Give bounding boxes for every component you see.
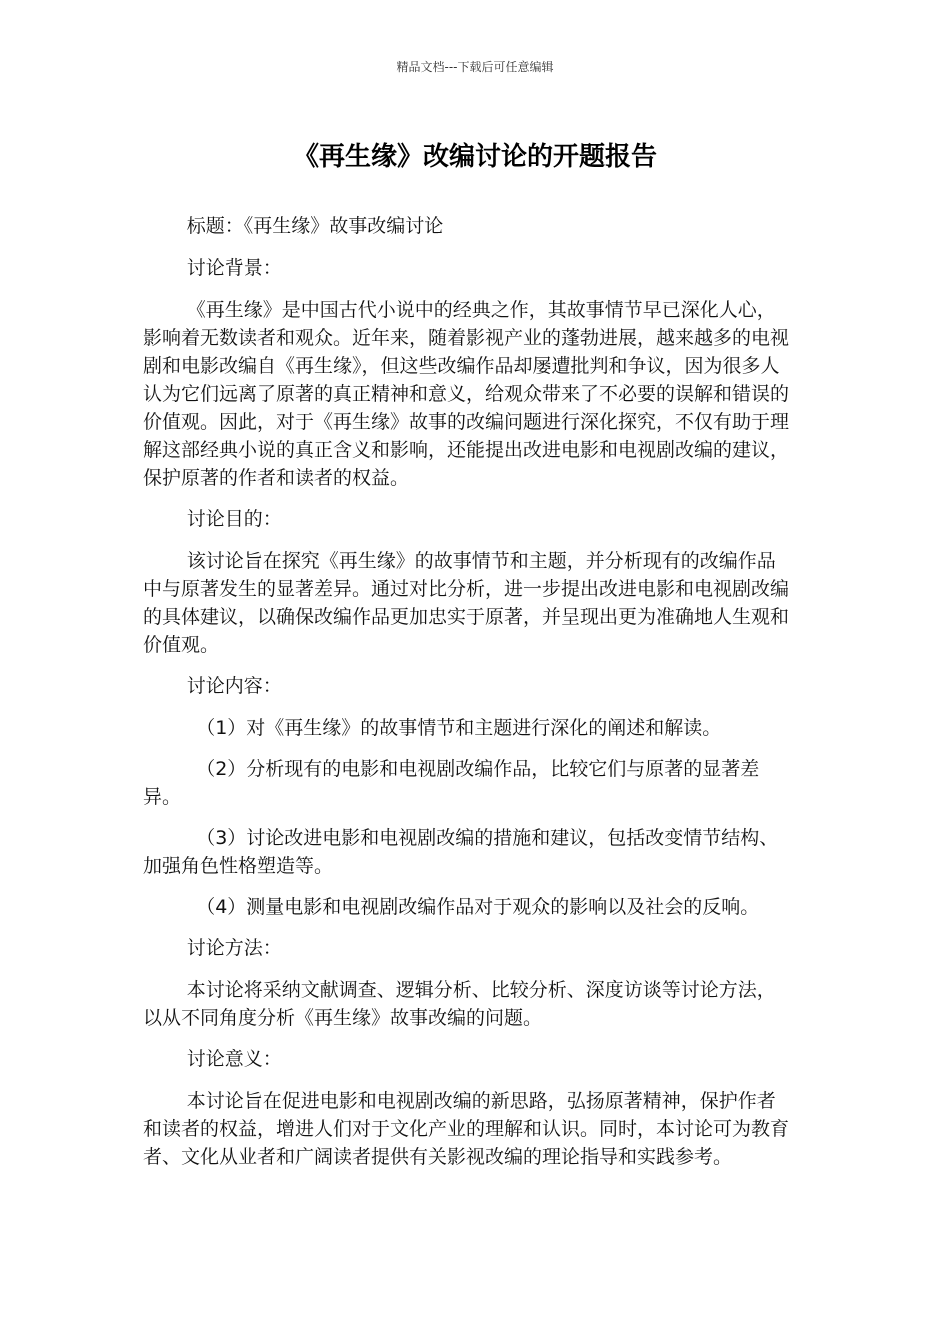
content-item: （2）分析现有的电影和电视剧改编作品，比较它们与原著的显著差异。	[143, 758, 760, 808]
subject-line: 标题：《再生缘》故事改编讨论	[186, 215, 444, 237]
significance-label: 讨论意义：	[186, 1048, 282, 1070]
purpose-label: 讨论目的：	[186, 508, 282, 530]
background-paragraph: 《再生缘》是中国古代小说中的经典之作，其故事情节早已深化人心，影响着无数读者和观众。近年来，随着影视产业的蓬勃进展，越来越多的电视剧和电影改编自《再生缘》，但这些改编作品却屡遭批判和争议，因为很多人认为它们远离了原著的真正精神和意义，给观众带来了不必要的误解和错误的价值观。因此，对于《再生缘》故事的改编问题进行深化探究，不仅有助于理解这部经典小说的真正含义和影响，还能提出改进电影和电视剧改编的建议，保护原著的作者和读者的权益。	[143, 299, 790, 489]
method-paragraph: 本讨论将采纳文献调查、逻辑分析、比较分析、深度访谈等讨论方法，以从不同角度分析《再生缘》故事改编的问题。	[143, 979, 776, 1029]
page-title: 《再生缘》改编讨论的开题报告	[292, 142, 657, 172]
purpose-paragraph: 该讨论旨在探究《再生缘》的故事情节和主题，并分析现有的改编作品中与原著发生的显著差异。通过对比分析，进一步提出改进电影和电视剧改编的具体建议，以确保改编作品更加忠实于原著，并呈现出更为准确地人生观和价值观。	[143, 550, 790, 656]
content-item: （1）对《再生缘》的故事情节和主题进行深化的阐述和解读。	[196, 717, 722, 739]
content-item: （4）测量电影和电视剧改编作品对于观众的影响以及社会的反响。	[196, 896, 760, 918]
significance-paragraph: 本讨论旨在促进电影和电视剧改编的新思路，弘扬原著精神，保护作者和读者的权益，增进人们对于文化产业的理解和认识。同时，本讨论可为教育者、文化从业者和广阔读者提供有关影视改编的理论指导和实践参考。	[143, 1090, 790, 1168]
content-item: （3）讨论改进电影和电视剧改编的措施和建议，包括改变情节结构、加强角色性格塑造等。	[143, 827, 779, 877]
background-label: 讨论背景：	[186, 257, 282, 279]
content-label: 讨论内容：	[186, 675, 282, 697]
method-label: 讨论方法：	[186, 937, 282, 959]
header-note: 精品文档---下载后可任意编辑	[396, 60, 554, 74]
document-body	[143, 212, 793, 1184]
